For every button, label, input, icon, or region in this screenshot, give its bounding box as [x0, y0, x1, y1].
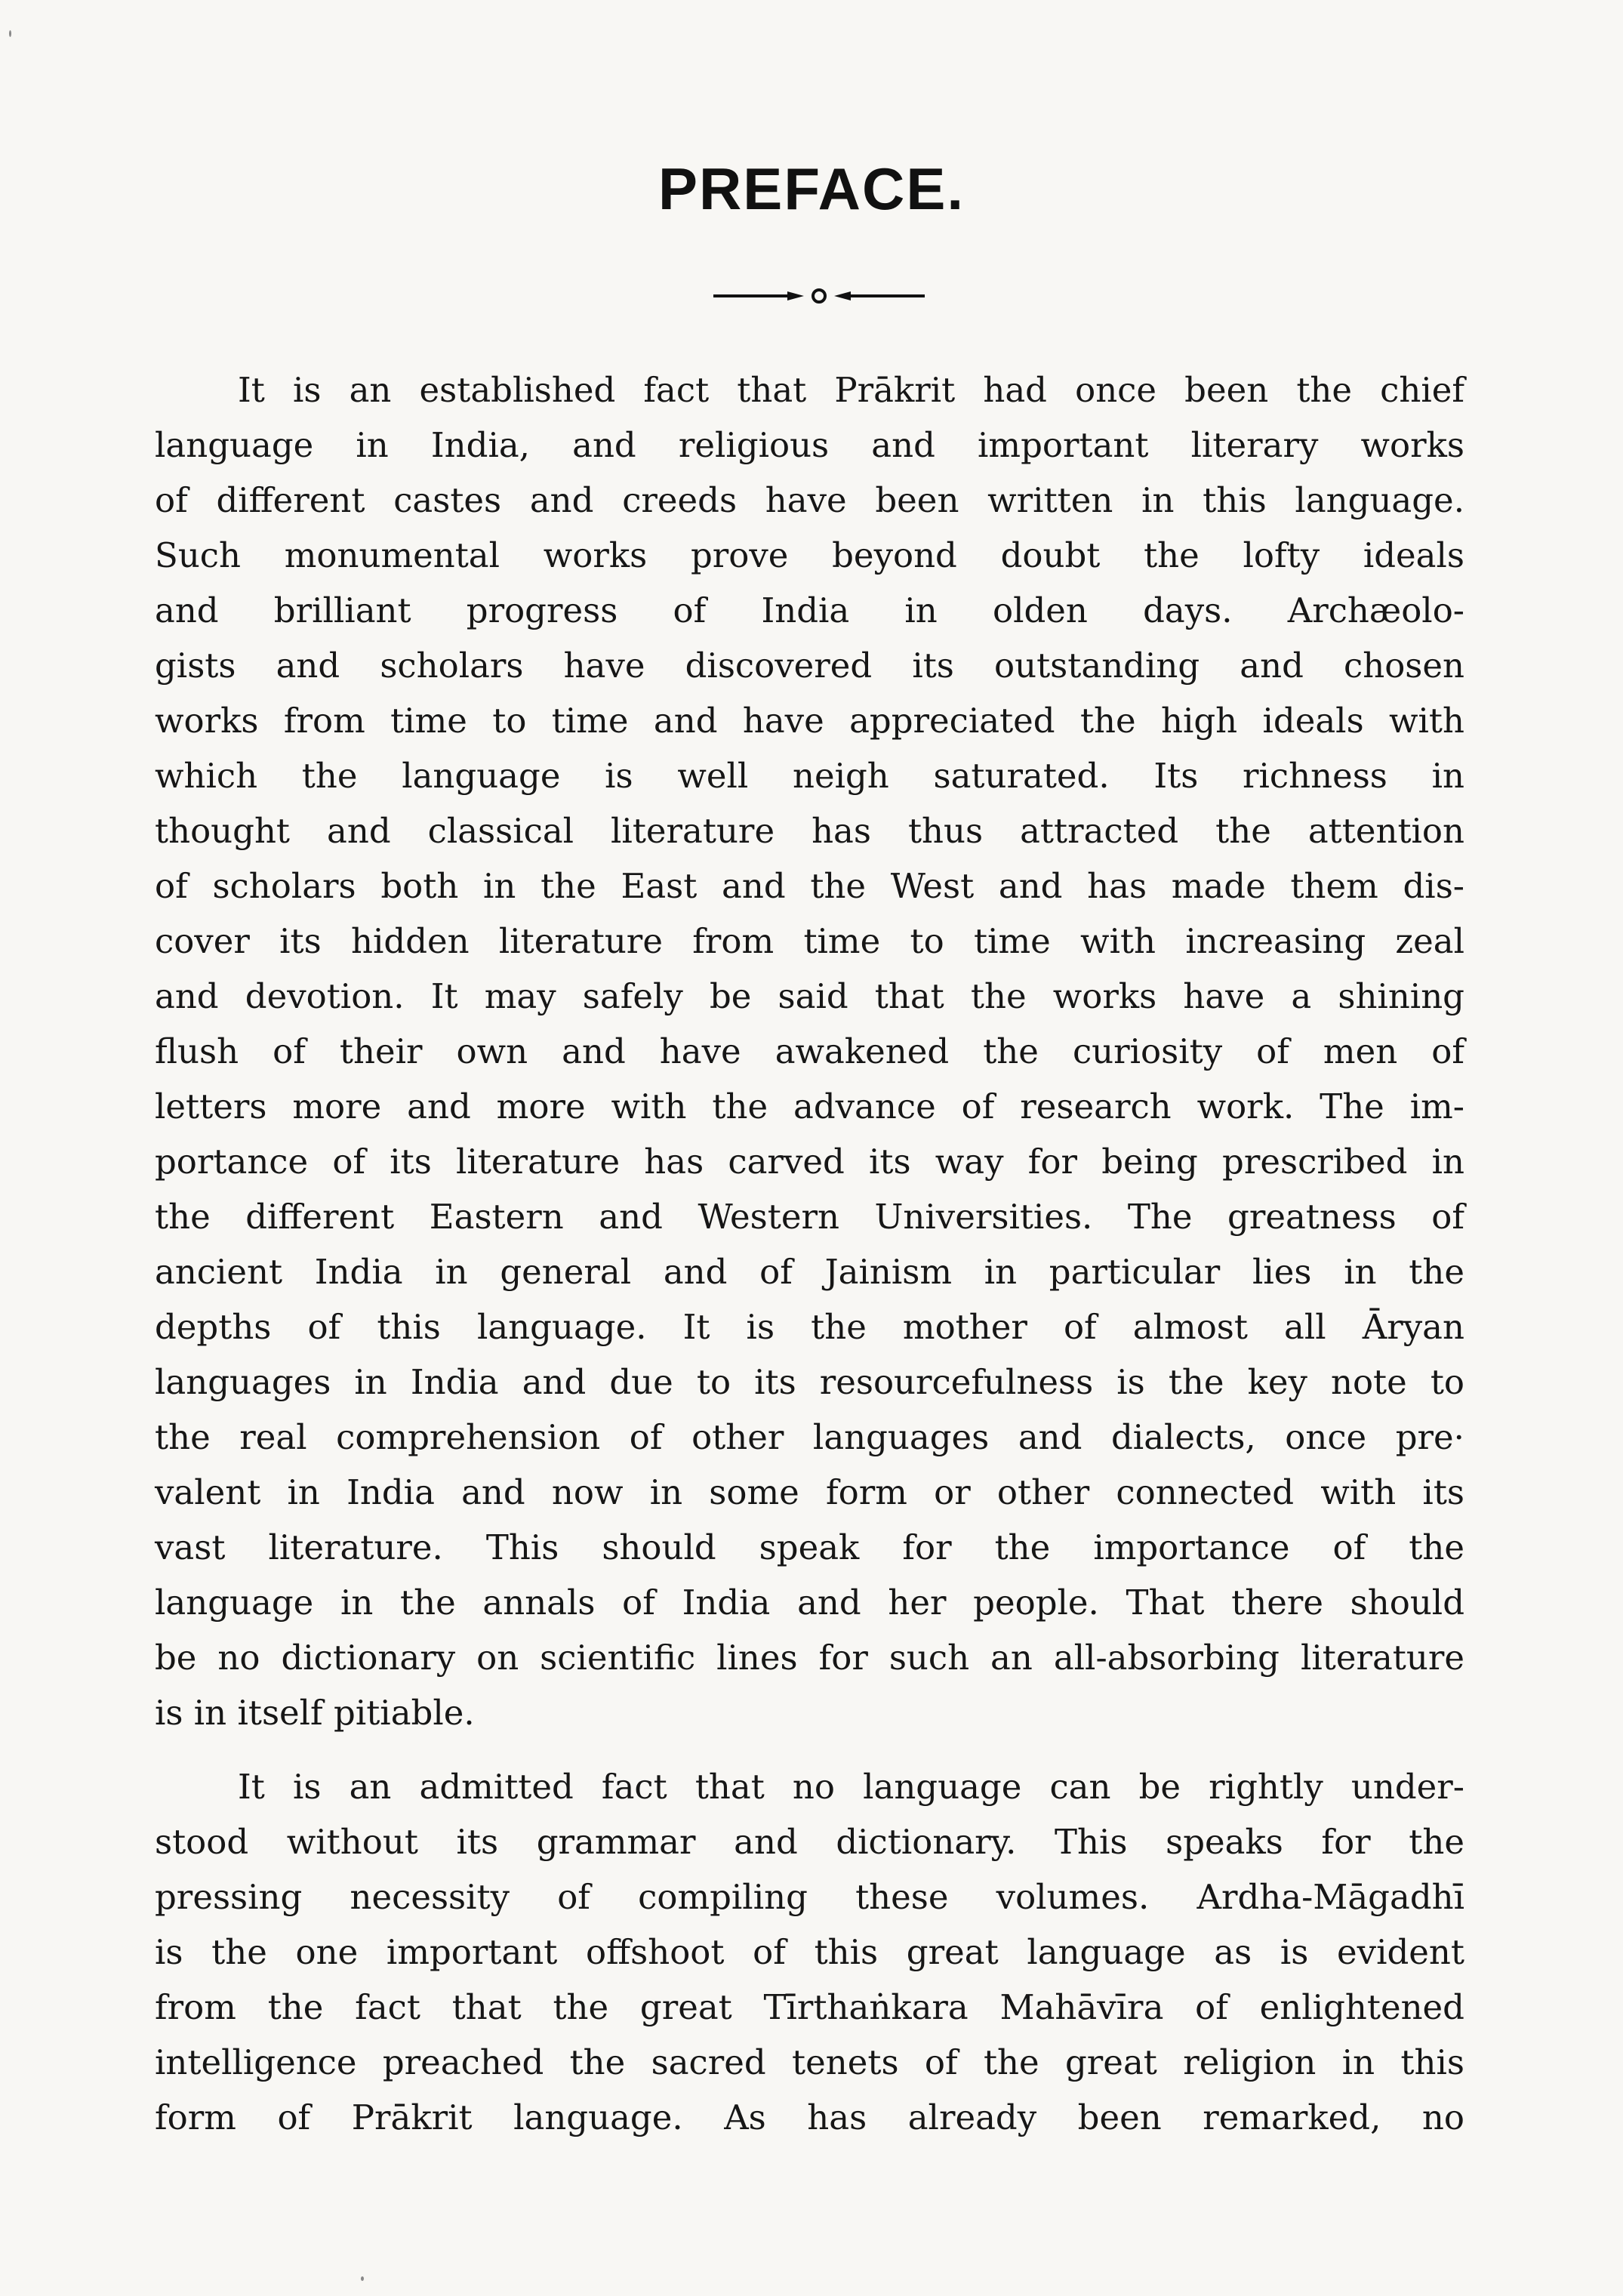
paragraph-2 — [155, 1759, 1464, 2145]
paragraph-line: be no dictionary on scientific lines for such an all-absorbing literature — [155, 1638, 1464, 1678]
paragraph-line: the different Eastern and Western Universities. The greatness of — [155, 1197, 1464, 1237]
page-title: PREFACE. — [658, 156, 965, 222]
paragraph-line: of scholars both in the East and the West and has made them dis- — [155, 866, 1464, 906]
paragraph-line: It is an established fact that Prākrit had once been the chief — [238, 370, 1464, 410]
paragraph-line: vast literature. This should speak for the importance of the — [155, 1527, 1464, 1567]
paragraph-line: flush of their own and have awakened the curiosity of men of — [155, 1031, 1464, 1071]
paragraph-line: depths of this language. It is the mother of almost all Āryan — [155, 1307, 1464, 1347]
paragraph-line: and devotion. It may safely be said that the works have a shining — [155, 976, 1464, 1016]
paragraph-line: language in the annals of India and her people. That there should — [155, 1583, 1464, 1623]
paragraph-line: cover its hidden literature from time to time with increasing zeal — [155, 921, 1464, 961]
paragraph-line: works from time to time and have appreciated the high ideals with — [155, 701, 1464, 741]
paragraph-line: It is an admitted fact that no language can be rightly under- — [238, 1767, 1464, 1807]
paragraph-line: gists and scholars have discovered its outstanding and chosen — [155, 646, 1464, 686]
paper-speck — [361, 2276, 364, 2281]
paragraph-line: valent in India and now in some form or other connected with its — [155, 1472, 1464, 1512]
paragraph-1 — [155, 362, 1464, 1740]
paragraph-line: languages in India and due to its resourcefulness is the key note to — [155, 1362, 1464, 1402]
paragraph-line: and brilliant progress of India in olden days. Archæolo- — [155, 590, 1464, 630]
paragraph-line: language in India, and religious and important literary works — [155, 425, 1464, 465]
paragraph-line: is the one important offshoot of this great language as is evident — [155, 1932, 1464, 1972]
paragraph-line: form of Prākrit language. As has already been remarked, no — [155, 2097, 1464, 2137]
ornament-divider — [713, 287, 925, 305]
paragraph-line: portance of its literature has carved its way for being prescribed in — [155, 1142, 1464, 1182]
paragraph-line: thought and classical literature has thus attracted the attention — [155, 811, 1464, 851]
paragraph-line: Such monumental works prove beyond doubt the lofty ideals — [155, 535, 1464, 575]
paragraph-line: which the language is well neigh saturated. Its richness in — [155, 756, 1464, 796]
paragraph-line: pressing necessity of compiling these volumes. Ardha-Māgadhī — [155, 1877, 1464, 1917]
paragraph-line: from the fact that the great Tīrthaṅkara Mahāvīra of enlightened — [155, 1987, 1464, 2027]
paragraph-line: is in itself pitiable. — [155, 1693, 475, 1733]
paragraph-line: ancient India in general and of Jainism in particular lies in the — [155, 1252, 1464, 1292]
paragraph-line: stood without its grammar and dictionary. This speaks for the — [155, 1822, 1464, 1862]
paragraph-line: the real comprehension of other languages and dialects, once pre· — [155, 1417, 1464, 1457]
paragraph-line: letters more and more with the advance of research work. The im- — [155, 1086, 1464, 1126]
paragraph-line: of different castes and creeds have been written in this language. — [155, 480, 1464, 520]
paragraph-line: intelligence preached the sacred tenets of the great religion in this — [155, 2042, 1464, 2082]
paper-speck — [9, 30, 11, 37]
